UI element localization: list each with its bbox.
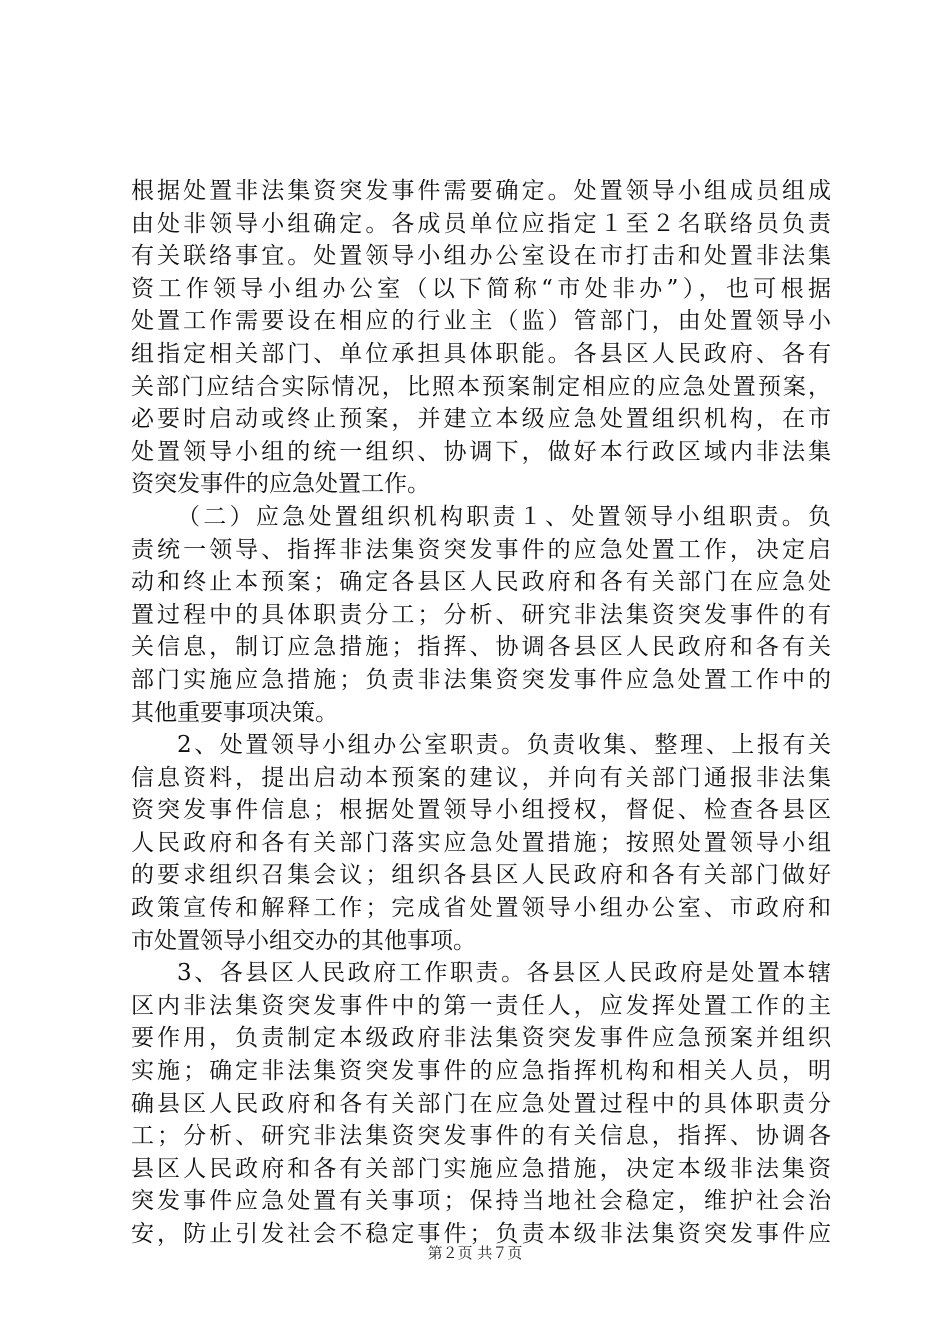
text-line: 其他重要事项决策。 — [131, 699, 338, 726]
text-line: 资工作领导小组办公室（以下简称“市处非办”），也可根据 — [131, 275, 831, 302]
text-line: 政策宣传和解释工作；完成省处置领导小组办公室、市政府和 — [131, 895, 831, 922]
text-line: 确县区人民政府和各有关部门在应急处置过程中的具体职责分 — [131, 1090, 831, 1117]
text-line: 信息资料，提出启动本预案的建议，并向有关部门通报非法集 — [131, 764, 831, 791]
text-line: 要作用，负责制定本级政府非法集资突发事件应急预案并组织 — [131, 1025, 831, 1052]
text-line: 处置工作需要设在相应的行业主（监）管部门，由处置领导小 — [131, 308, 831, 335]
text-line: 2、处置领导小组办公室职责。负责收集、整理、上报有关 — [177, 732, 831, 759]
text-line: 资突发事件信息；根据处置领导小组授权，督促、检查各县区 — [131, 797, 831, 824]
text-line: 组指定相关部门、单位承担具体职能。各县区人民政府、各有 — [131, 340, 831, 367]
text-line: 处置领导小组的统一组织、协调下，做好本行政区域内非法集 — [131, 438, 831, 465]
text-line: 有关联络事宜。处置领导小组办公室设在市打击和处置非法集 — [131, 243, 831, 270]
text-line: 3、各县区人民政府工作职责。各县区人民政府是处置本辖 — [177, 960, 831, 987]
text-line: 部门实施应急措施；负责非法集资突发事件应急处置工作中的 — [131, 666, 831, 693]
text-line: 必要时启动或终止预案，并建立本级应急处置组织机构，在市 — [131, 406, 831, 433]
text-line: 资突发事件的应急处置工作。 — [131, 471, 430, 498]
text-line: 工；分析、研究非法集资突发事件的有关信息，指挥、协调各 — [131, 1123, 831, 1150]
text-line: 责统一领导、指挥非法集资突发事件的应急处置工作，决定启 — [131, 536, 831, 563]
text-line: 关部门应结合实际情况，比照本预案制定相应的应急处置预案， — [131, 373, 831, 400]
text-line: 人民政府和各有关部门落实应急处置措施；按照处置领导小组 — [131, 829, 831, 856]
page-footer: 第２页 共７页 — [427, 1244, 523, 1262]
text-line: 由处非领导小组确定。各成员单位应指定１至２名联络员负责 — [131, 210, 831, 237]
text-line: 突发事件应急处置有关事项；保持当地社会稳定，维护社会治 — [131, 1188, 831, 1215]
text-line: 关信息，制订应急措施；指挥、协调各县区人民政府和各有关 — [131, 634, 831, 661]
text-line: 安，防止引发社会不稳定事件；负责本级非法集资突发事件应 — [131, 1221, 831, 1247]
text-line: 区内非法集资突发事件中的第一责任人，应发挥处置工作的主 — [131, 992, 831, 1019]
text-line: 动和终止本预案；确定各县区人民政府和各有关部门在应急处 — [131, 569, 831, 596]
text-line: 根据处置非法集资突发事件需要确定。处置领导小组成员组成 — [131, 178, 831, 204]
text-line: 市处置领导小组交办的其他事项。 — [131, 927, 476, 954]
text-line: 置过程中的具体职责分工；分析、研究非法集资突发事件的有 — [131, 601, 831, 628]
text-line: 县区人民政府和各有关部门实施应急措施，决定本级非法集资 — [131, 1155, 831, 1182]
document-body — [131, 175, 831, 1251]
text-line: （二）应急处置组织机构职责１、处置领导小组职责。负 — [177, 503, 831, 530]
text-line: 实施；确定非法集资突发事件的应急指挥机构和相关人员，明 — [131, 1058, 831, 1085]
text-line: 的要求组织召集会议；组织各县区人民政府和各有关部门做好 — [131, 862, 831, 889]
